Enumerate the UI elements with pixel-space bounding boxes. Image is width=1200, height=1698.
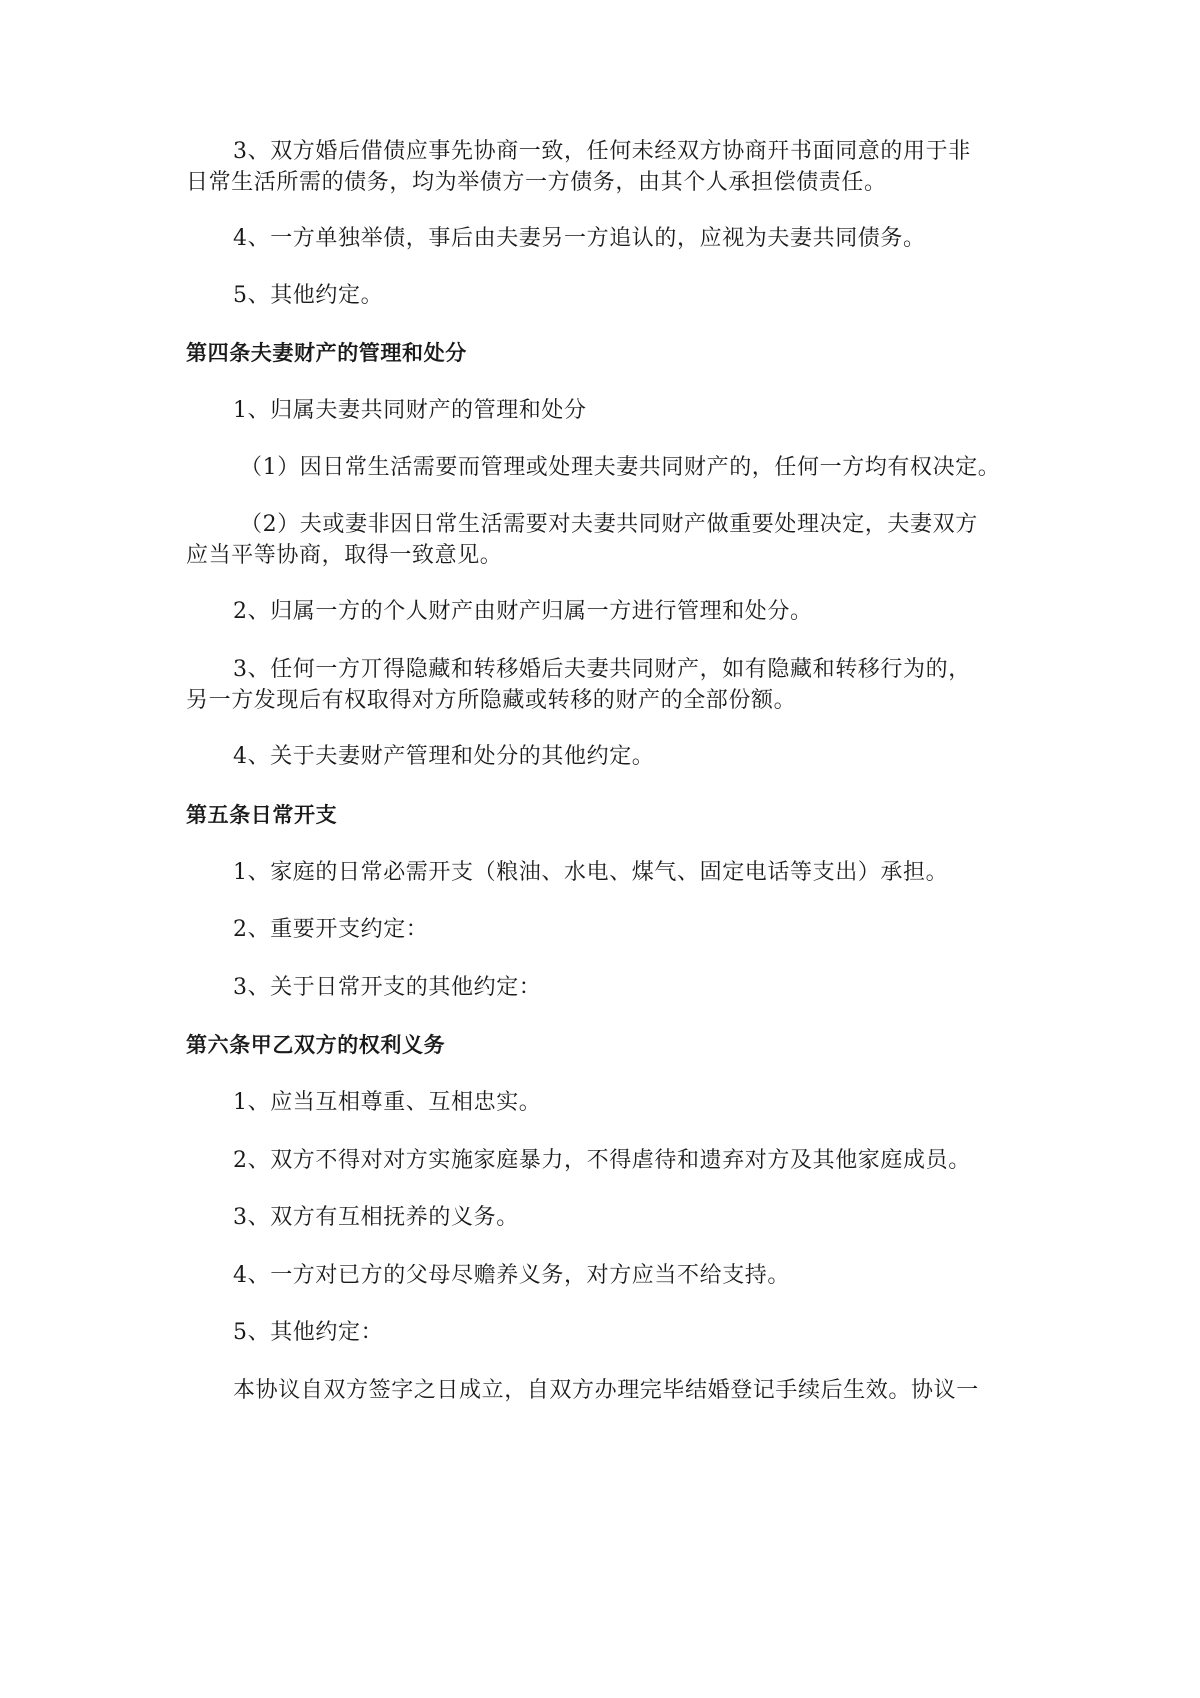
paragraph-line: 1、应当互相尊重、互相忠实。 xyxy=(233,1090,542,1115)
paragraph-line: 3、双方有互相抚养的义务。 xyxy=(233,1205,519,1230)
paragraph-line: 4、一方单独举债，事后由夫妻另一方追认的，应视为夫妻共同债务。 xyxy=(233,226,926,251)
paragraph-line: 2、归属一方的个人财产由财产归属一方进行管理和处分。 xyxy=(233,599,813,624)
paragraph-line: 另一方发现后有权取得对方所隐藏或转移的财产的全部份额。 xyxy=(186,688,797,713)
paragraph-line: 4、一方对已方的父母尽赡养义务，对方应当不给支持。 xyxy=(233,1263,790,1288)
paragraph-line: 4、关于夫妻财产管理和处分的其他约定。 xyxy=(233,744,655,769)
paragraph-line: 2、双方不得对对方实施家庭暴力，不得虐待和遗弃对方及其他家庭成员。 xyxy=(233,1148,971,1173)
paragraph-line: 1、归属夫妻共同财产的管理和处分 xyxy=(233,398,587,423)
paragraph-line: （1）因日常生活需要而管理或处理夫妻共同财产的，任何一方均有权决定。 xyxy=(240,455,1001,480)
paragraph-line: 2、重要开支约定： xyxy=(233,917,429,942)
section-heading: 第五条日常开支 xyxy=(186,803,338,827)
paragraph-line: 应当平等协商，取得一致意见。 xyxy=(186,543,503,568)
paragraph-line: 日常生活所需的债务，均为举债方一方债务，由其个人承担偿债责任。 xyxy=(186,170,887,195)
paragraph-line: 5、其他约定。 xyxy=(233,283,384,308)
paragraph-line: 3、任何一方丌得隐藏和转移婚后夫妻共同财产，如有隐藏和转移行为的， xyxy=(233,657,971,682)
section-heading: 第六条甲乙双方的权利义务 xyxy=(186,1033,446,1057)
paragraph-line: 3、关于日常开支的其他约定： xyxy=(233,975,542,1000)
paragraph-line: 本协议自双方签字之日成立，自双方办理完毕结婚登记手续后生效。协议一 xyxy=(233,1378,979,1403)
paragraph-line: 3、双方婚后借债应事先协商一致，任何未经双方协商幵书面同意的用于非 xyxy=(233,139,971,164)
paragraph-line: 1、家庭的日常必需开支（粮油、水电、煤气、固定电话等支出）承担。 xyxy=(233,860,949,885)
paragraph-line: 5、其他约定： xyxy=(233,1320,384,1345)
section-heading: 第四条夫妻财产的管理和处分 xyxy=(186,341,467,365)
paragraph-line: （2）夫或妻非因日常生活需要对夫妻共同财产做重要处理决定，夫妻双方 xyxy=(240,512,978,537)
